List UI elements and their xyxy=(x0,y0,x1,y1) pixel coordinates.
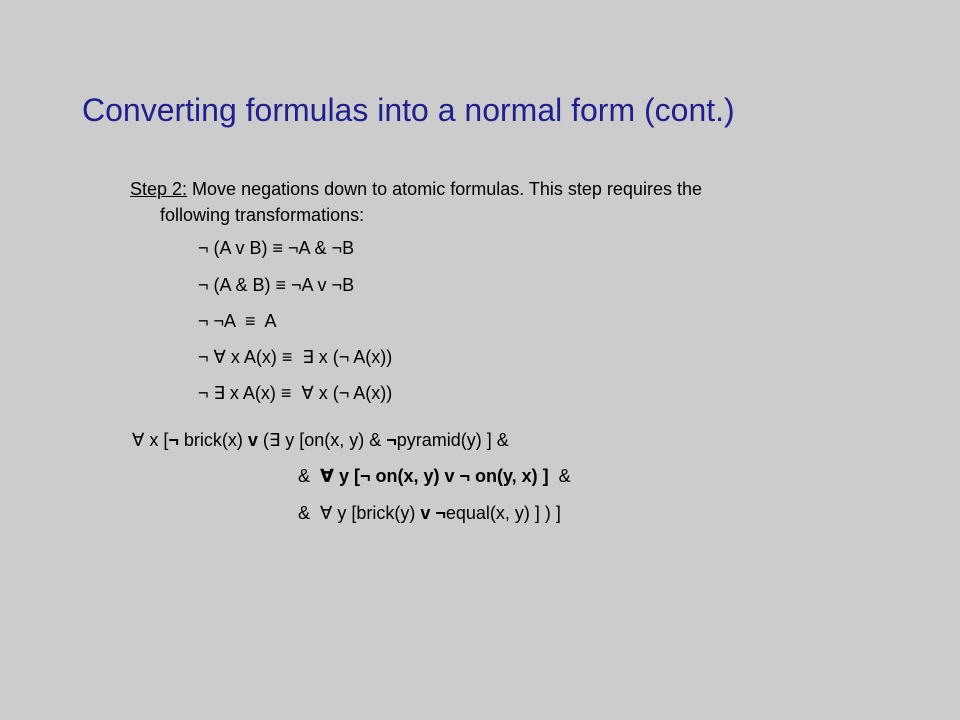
step-description xyxy=(130,176,910,228)
transformation-rule-3: ¬ ¬A ≡ A xyxy=(198,311,277,331)
transformation-rule-1: ¬ (A v B) ≡ ¬A & ¬B xyxy=(198,238,355,258)
step-line-1 xyxy=(130,176,910,202)
formula-1-negation-2: ¬ xyxy=(386,430,397,450)
formula-3-part-a: & ∀ y [brick(y) xyxy=(298,503,421,523)
formula-3-or: v xyxy=(420,503,431,523)
formula-3-part-e: equal(x, y) ] ) ] xyxy=(445,503,561,523)
formula-line-2 xyxy=(298,466,571,487)
formula-1-part-c: brick(x) xyxy=(178,430,248,450)
transformation-rule-5: ¬ ∃ x A(x) ≡ ∀ x (¬ A(x)) xyxy=(198,383,393,403)
formula-1-or: v xyxy=(247,430,258,450)
formula-3-negation: ¬ xyxy=(435,503,446,523)
formula-1-part-e: (∃ y [on(x, y) & xyxy=(257,430,387,450)
transformation-rule-2: ¬ (A & B) ≡ ¬A v ¬B xyxy=(198,275,355,295)
formula-1-part-a: ∀ x [ xyxy=(132,430,169,450)
step-line-2: following transformations: xyxy=(160,205,365,225)
formula-2-bold-part: ∀ y [¬ on(x, y) v ¬ on(y, x) ] xyxy=(320,466,549,486)
step-label: Step 2: xyxy=(130,179,188,199)
step-text-1: Move negations down to atomic formulas. This step requires the xyxy=(187,179,702,199)
formula-1-negation-1: ¬ xyxy=(168,430,179,450)
formula-2-part-a: & xyxy=(298,466,321,486)
formula-line-3 xyxy=(298,503,561,524)
formula-1-part-g: pyramid(y) ] & xyxy=(396,430,509,450)
formula-2-part-c: & xyxy=(548,466,571,486)
transformation-rule-4: ¬ ∀ x A(x) ≡ ∃ x (¬ A(x)) xyxy=(198,347,393,367)
slide-title: Converting formulas into a normal form (cont.) xyxy=(82,92,735,128)
formula-line-1 xyxy=(132,430,509,451)
